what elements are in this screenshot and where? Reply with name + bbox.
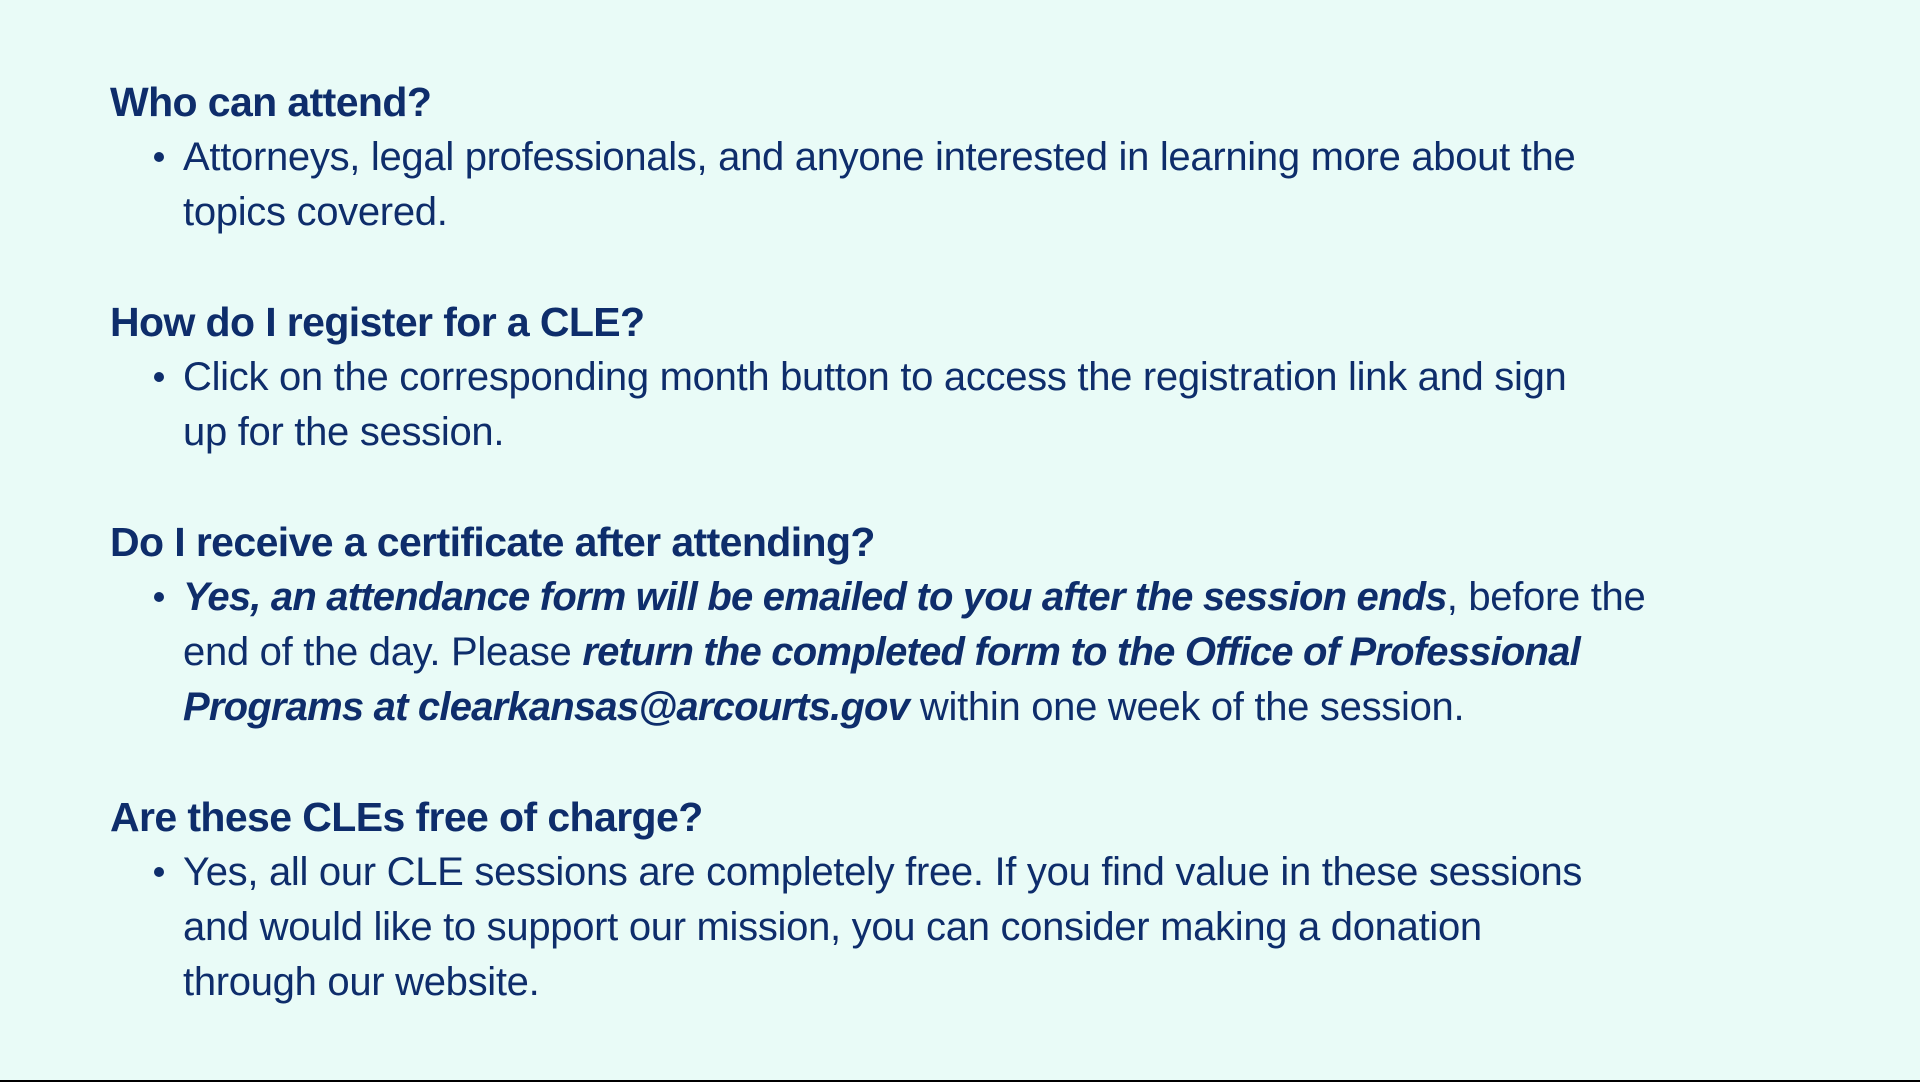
faq-answer-line: Yes, all our CLE sessions are completely free. If you find value in these sessions: [183, 850, 1583, 894]
faq-answer-line: topics covered.: [183, 190, 448, 234]
faq-answer-line: Yes, an attendance form will be emailed to you after the session ends, before the: [183, 575, 1646, 619]
email-address: Programs at clearkansas@arcourts.gov: [183, 685, 910, 729]
faq-answer-line: up for the session.: [183, 410, 505, 454]
bullet-icon: [154, 867, 164, 877]
faq-answer-line: end of the day. Please return the completed form to the Office of Professional: [183, 630, 1580, 674]
bullet-icon: [154, 592, 164, 602]
faq-question: How do I register for a CLE?: [110, 299, 645, 345]
faq-answer-line: through our website.: [183, 960, 540, 1004]
faq-question: Do I receive a certificate after attending?: [110, 519, 875, 565]
faq-question: Who can attend?: [110, 79, 432, 125]
faq-answer-line: Programs at clearkansas@arcourts.gov within one week of the session.: [183, 685, 1465, 729]
faq-answer-line: and would like to support our mission, you can consider making a donation: [183, 905, 1482, 949]
faq-question: Are these CLEs free of charge?: [110, 794, 703, 840]
bullet-icon: [154, 152, 164, 162]
faq-answer-line: Click on the corresponding month button to access the registration link and sign: [183, 355, 1567, 399]
bullet-icon: [154, 372, 164, 382]
faq-answer-line: Attorneys, legal professionals, and anyone interested in learning more about the: [183, 135, 1576, 179]
